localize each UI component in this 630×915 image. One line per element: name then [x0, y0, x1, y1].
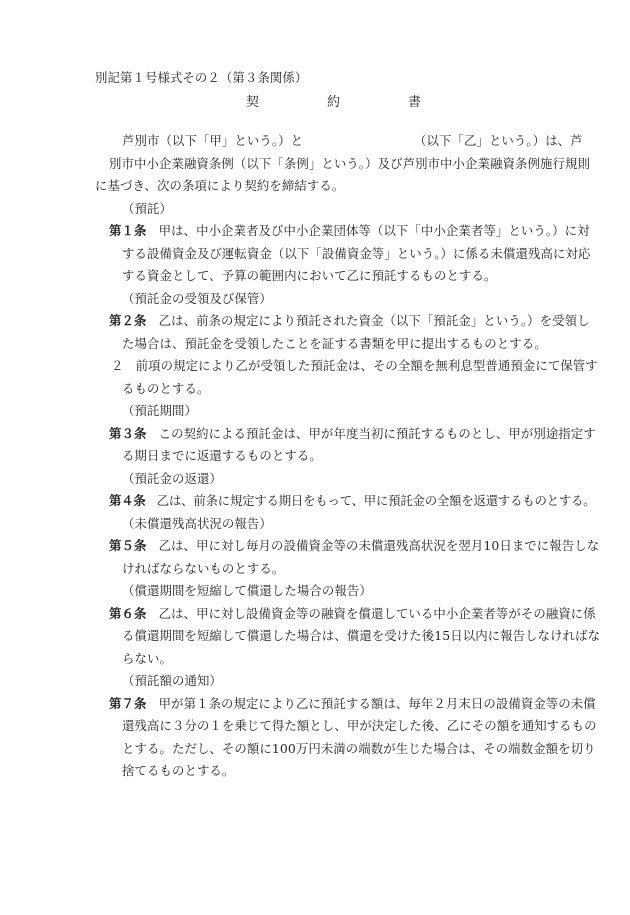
- article-text: 前項の規定により乙が受領した預託金は、その全額を無利息型普通預金にて保管す: [135, 358, 598, 373]
- form-label: 別記第１号様式その２（第３条関係）: [95, 70, 308, 85]
- article-text: 乙は、甲に対し毎月の設備資金等の未償還残高状況を翌月10日までに報告しな: [158, 538, 600, 553]
- article-3-line-2: る期日までに返還するものとする。: [122, 448, 322, 463]
- article-caption: （預託期間）: [122, 403, 197, 418]
- article-7-line-2: 還残高に３分の１を乗じて得た額とし、甲が決定した後、乙にその額を通知するもの: [122, 718, 597, 733]
- article-2-line-1: [109, 312, 590, 329]
- paragraph-number: ２: [111, 358, 124, 373]
- article-6-line-3: らない。: [122, 651, 172, 666]
- article-3-line-1: [109, 425, 596, 442]
- article-5-line-1: [109, 537, 599, 554]
- article-1-line-1: [109, 222, 590, 239]
- article-2-para2-line-2: るものとする。: [122, 381, 210, 396]
- preamble-line2: 別市中小企業融資条例（以下「条例」という。）及び芦別市中小企業融資条例施行規則: [109, 156, 590, 171]
- article-7-line-4: 捨てるものとする。: [122, 763, 235, 778]
- article-text: この契約による預託金は、甲が年度当初に預託するものとし、甲が別途指定す: [158, 426, 596, 441]
- article-4-line-1: [109, 492, 595, 509]
- article-7-line-3: とする。ただし、その額に100万円未満の端数が生じた場合は、その端数金額を切り: [122, 741, 596, 756]
- article-2-para2-line-1: [111, 357, 598, 374]
- article-text: 乙は、前条に規定する期日をもって、甲に預託金の全額を返還するものとする。: [156, 493, 596, 508]
- article-number: 第４条: [109, 493, 146, 508]
- article-number: 第５条: [109, 538, 147, 553]
- article-text: 乙は、前条の規定により預託された資金（以下「預託金」という。）を受領し: [158, 313, 590, 328]
- article-1-line-2: する設備資金及び運転資金（以下「設備資金等」という。）に係る未償還残高に対応: [122, 246, 591, 261]
- article-caption: （未償還残高状況の報告）: [122, 516, 272, 531]
- article-7-line-1: [109, 695, 596, 712]
- article-caption: （預託金の受領及び保管）: [122, 291, 272, 306]
- preamble-line3: に基づき、次の条項により契約を締結する。: [95, 178, 345, 193]
- article-number: 第３条: [109, 426, 147, 441]
- title-char-2: 約: [327, 95, 341, 110]
- article-number: 第１条: [109, 223, 147, 238]
- preamble-line1-b: （以下「乙」という。）は、芦: [414, 133, 583, 148]
- article-caption: （預託額の通知）: [122, 673, 222, 688]
- title-char-1: 契: [246, 95, 260, 110]
- article-1-line-3: する資金として、予算の範囲内において乙に預託するものとする。: [122, 268, 497, 283]
- preamble-line1-a: 芦別市（以下「甲」という。）と: [122, 133, 304, 148]
- article-caption: （預託金の返還）: [122, 471, 222, 486]
- article-caption: （償還期間を短縮して償還した場合の報告）: [122, 583, 372, 598]
- article-caption: （預託）: [122, 201, 172, 216]
- article-number: 第２条: [109, 313, 147, 328]
- article-text: 甲が第１条の規定により乙に預託する額は、毎年２月末日の設備資金等の未償: [158, 696, 596, 711]
- article-number: 第７条: [109, 696, 147, 711]
- article-5-line-2: ければならないものとする。: [122, 561, 285, 576]
- article-number: 第６条: [109, 606, 147, 621]
- article-6-line-2: る償還期間を短縮して償還した場合は、償還を受けた後15日以内に報告しなければな: [122, 628, 601, 643]
- article-text: 乙は、甲に対し設備資金等の融資を償還している中小企業者等がその融資に係: [158, 606, 596, 621]
- title-char-3: 書: [408, 95, 422, 110]
- article-2-line-2: た場合は、預託金を受領したことを証する書類を甲に提出するものとする。: [122, 336, 547, 351]
- article-6-line-1: [109, 605, 596, 622]
- article-text: 甲は、中小企業者及び中小企業団体等（以下「中小企業者等」という。）に対: [158, 223, 590, 238]
